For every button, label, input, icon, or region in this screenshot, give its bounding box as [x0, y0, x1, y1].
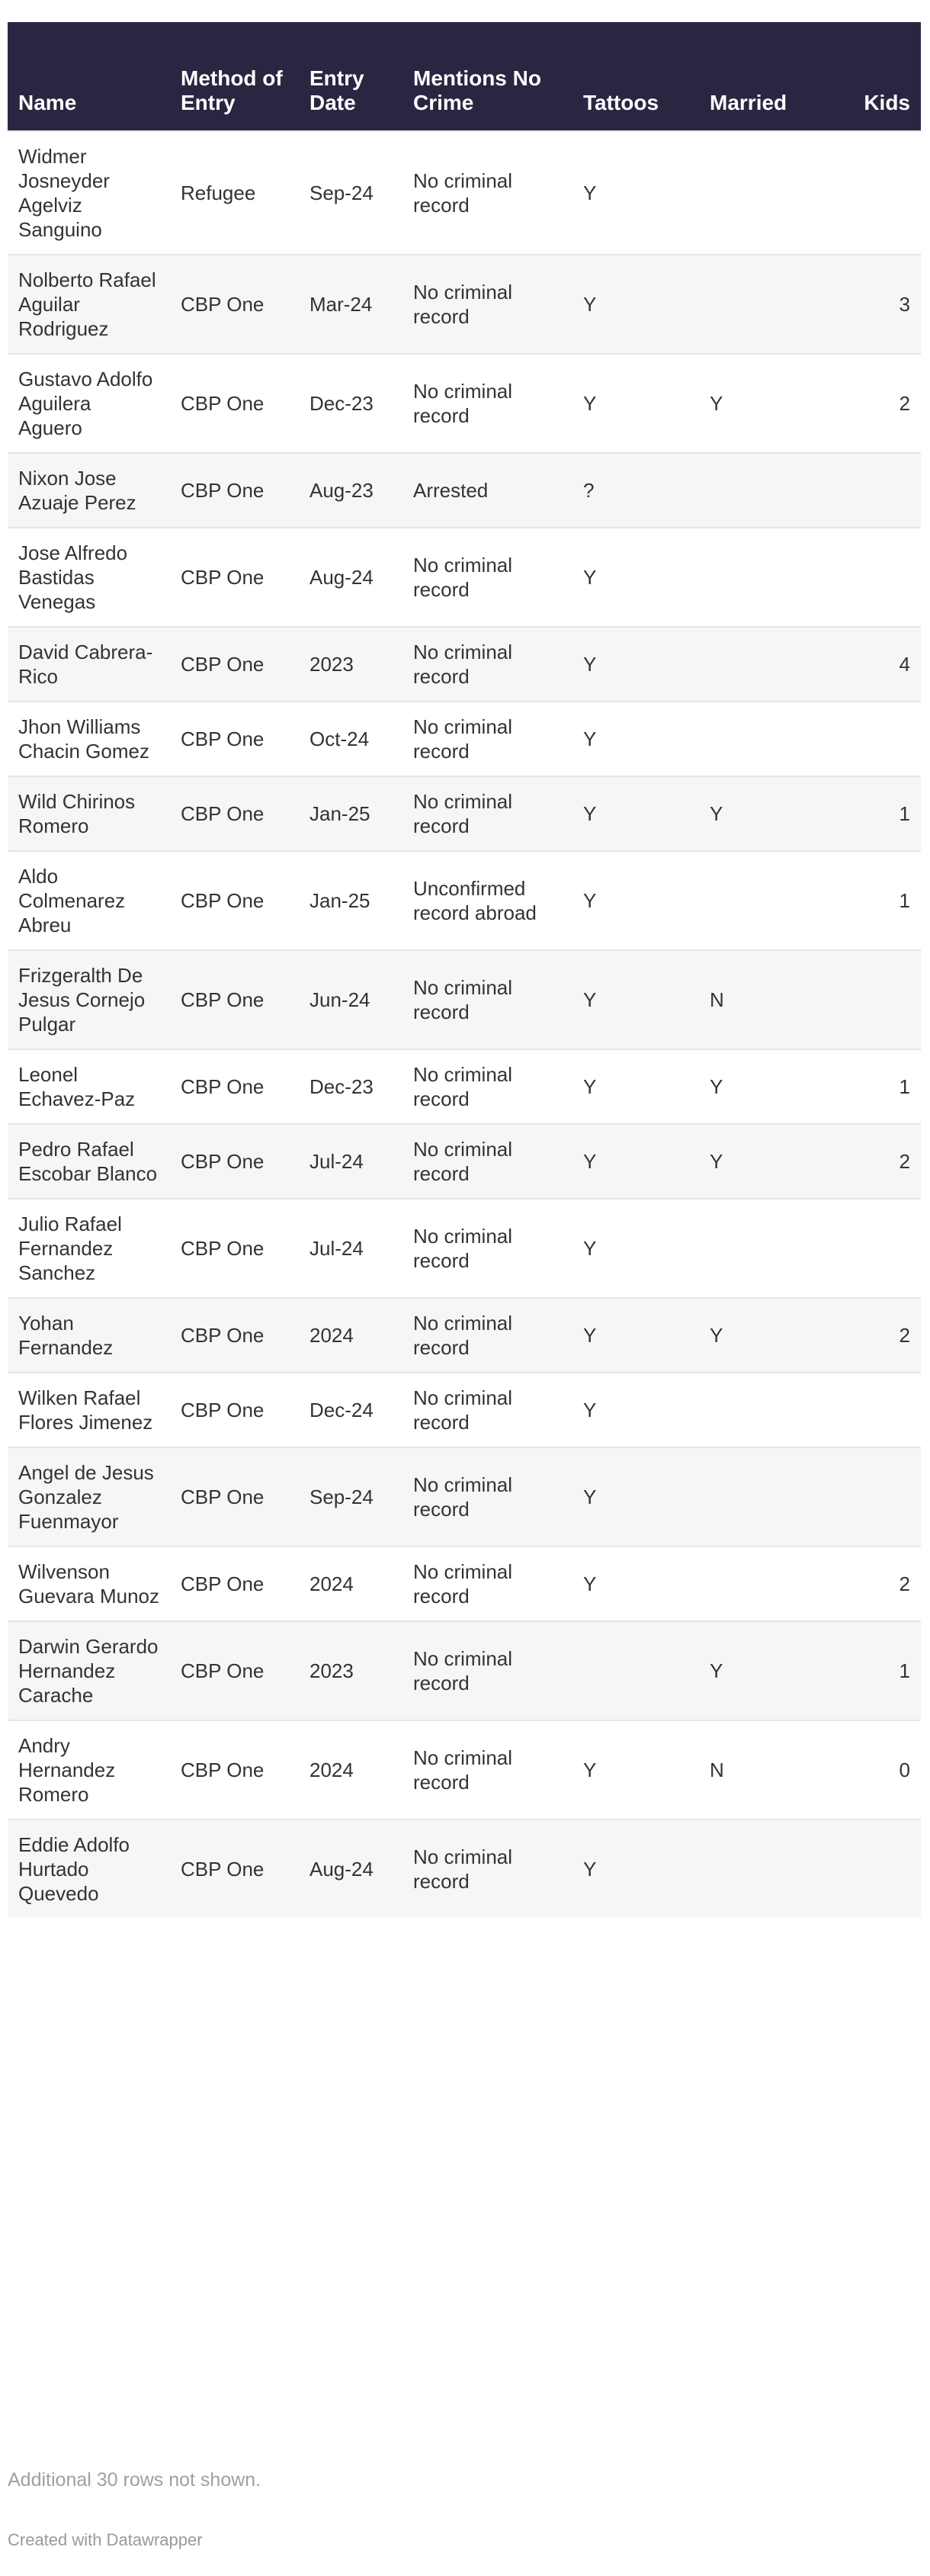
cell-kids: 0 — [833, 1720, 921, 1820]
column-header-mentions-no-crime[interactable]: Mentions No Crime — [402, 22, 572, 131]
cell-kids — [833, 131, 921, 255]
cell-method-of-entry: CBP One — [170, 950, 299, 1049]
cell-kids: 4 — [833, 627, 921, 702]
table-row — [8, 950, 921, 1049]
cell-mentions-no-crime: No criminal record — [402, 528, 572, 627]
cell-kids: 2 — [833, 354, 921, 453]
cell-kids: 1 — [833, 851, 921, 950]
cell-method-of-entry: CBP One — [170, 776, 299, 851]
table-row — [8, 1124, 921, 1199]
table-row — [8, 1373, 921, 1447]
cell-married — [699, 627, 833, 702]
cell-married: N — [699, 1720, 833, 1820]
cell-name: Gustavo Adolfo Aguilera Aguero — [8, 354, 170, 453]
cell-tattoos: Y — [572, 702, 699, 776]
cell-married — [699, 453, 833, 528]
cell-tattoos: Y — [572, 776, 699, 851]
cell-entry-date: Jul-24 — [299, 1124, 402, 1199]
cell-method-of-entry: CBP One — [170, 702, 299, 776]
table-row — [8, 776, 921, 851]
cell-mentions-no-crime: No criminal record — [402, 1298, 572, 1373]
cell-kids — [833, 1447, 921, 1547]
cell-married: Y — [699, 1621, 833, 1720]
cell-tattoos: Y — [572, 1049, 699, 1124]
table-row — [8, 255, 921, 354]
cell-entry-date: Aug-24 — [299, 1820, 402, 1918]
cell-kids — [833, 1199, 921, 1298]
cell-mentions-no-crime: No criminal record — [402, 950, 572, 1049]
cell-entry-date: Dec-23 — [299, 1049, 402, 1124]
cell-married: N — [699, 950, 833, 1049]
cell-method-of-entry: CBP One — [170, 528, 299, 627]
table-header — [8, 22, 921, 131]
cell-mentions-no-crime: No criminal record — [402, 1621, 572, 1720]
cell-method-of-entry: CBP One — [170, 1049, 299, 1124]
cell-kids: 2 — [833, 1547, 921, 1621]
cell-married — [699, 1820, 833, 1918]
data-table — [8, 22, 921, 1918]
cell-tattoos: Y — [572, 1373, 699, 1447]
cell-mentions-no-crime: No criminal record — [402, 776, 572, 851]
cell-name: Widmer Josneyder Agelviz Sanguino — [8, 131, 170, 255]
cell-mentions-no-crime: No criminal record — [402, 354, 572, 453]
cell-method-of-entry: CBP One — [170, 453, 299, 528]
cell-tattoos: Y — [572, 1298, 699, 1373]
cell-name: Pedro Rafael Escobar Blanco — [8, 1124, 170, 1199]
cell-method-of-entry: CBP One — [170, 851, 299, 950]
cell-mentions-no-crime: No criminal record — [402, 1373, 572, 1447]
table-row — [8, 702, 921, 776]
cell-entry-date: Sep-24 — [299, 1447, 402, 1547]
cell-mentions-no-crime: No criminal record — [402, 1447, 572, 1547]
cell-method-of-entry: CBP One — [170, 1820, 299, 1918]
table-row — [8, 1820, 921, 1918]
cell-kids: 1 — [833, 776, 921, 851]
cell-married — [699, 1547, 833, 1621]
cell-married — [699, 528, 833, 627]
cell-name: Frizgeralth De Jesus Cornejo Pulgar — [8, 950, 170, 1049]
column-header-method-of-entry[interactable]: Method of Entry — [170, 22, 299, 131]
cell-name: Jose Alfredo Bastidas Venegas — [8, 528, 170, 627]
cell-married — [699, 1447, 833, 1547]
cell-married — [699, 1373, 833, 1447]
cell-tattoos: Y — [572, 851, 699, 950]
column-header-entry-date[interactable]: Entry Date — [299, 22, 402, 131]
cell-name: Darwin Gerardo Hernandez Carache — [8, 1621, 170, 1720]
cell-method-of-entry: CBP One — [170, 354, 299, 453]
cell-entry-date: Aug-24 — [299, 528, 402, 627]
cell-entry-date: Sep-24 — [299, 131, 402, 255]
table-row — [8, 453, 921, 528]
table-row — [8, 1298, 921, 1373]
cell-name: Julio Rafael Fernandez Sanchez — [8, 1199, 170, 1298]
cell-kids — [833, 528, 921, 627]
cell-kids — [833, 702, 921, 776]
cell-method-of-entry: CBP One — [170, 1373, 299, 1447]
cell-entry-date: Aug-23 — [299, 453, 402, 528]
table-row — [8, 131, 921, 255]
cell-name: Eddie Adolfo Hurtado Quevedo — [8, 1820, 170, 1918]
cell-mentions-no-crime: No criminal record — [402, 1124, 572, 1199]
cell-mentions-no-crime: No criminal record — [402, 255, 572, 354]
cell-tattoos: Y — [572, 950, 699, 1049]
cell-married: Y — [699, 354, 833, 453]
column-header-married[interactable]: Married — [699, 22, 833, 131]
cell-mentions-no-crime: No criminal record — [402, 1199, 572, 1298]
cell-name: Angel de Jesus Gonzalez Fuenmayor — [8, 1447, 170, 1547]
cell-tattoos: ? — [572, 453, 699, 528]
cell-entry-date: 2024 — [299, 1720, 402, 1820]
table-row — [8, 851, 921, 950]
cell-married — [699, 255, 833, 354]
cell-tattoos: Y — [572, 1720, 699, 1820]
cell-entry-date: Dec-24 — [299, 1373, 402, 1447]
cell-kids — [833, 950, 921, 1049]
cell-married: Y — [699, 776, 833, 851]
cell-method-of-entry: CBP One — [170, 1720, 299, 1820]
datawrapper-credit: Created with Datawrapper — [8, 2530, 203, 2549]
cell-kids: 2 — [833, 1298, 921, 1373]
cell-married: Y — [699, 1124, 833, 1199]
cell-method-of-entry: Refugee — [170, 131, 299, 255]
table-row — [8, 1547, 921, 1621]
cell-name: Jhon Williams Chacin Gomez — [8, 702, 170, 776]
cell-kids: 1 — [833, 1049, 921, 1124]
cell-tattoos: Y — [572, 1547, 699, 1621]
cell-method-of-entry: CBP One — [170, 1124, 299, 1199]
cell-kids: 3 — [833, 255, 921, 354]
cell-method-of-entry: CBP One — [170, 1547, 299, 1621]
cell-tattoos: Y — [572, 528, 699, 627]
cell-name: Aldo Colmenarez Abreu — [8, 851, 170, 950]
cell-method-of-entry: CBP One — [170, 1199, 299, 1298]
cell-entry-date: Jul-24 — [299, 1199, 402, 1298]
cell-method-of-entry: CBP One — [170, 255, 299, 354]
cell-kids — [833, 1820, 921, 1918]
table-row — [8, 627, 921, 702]
cell-name: Andry Hernandez Romero — [8, 1720, 170, 1820]
cell-entry-date: Jun-24 — [299, 950, 402, 1049]
cell-married — [699, 1199, 833, 1298]
cell-entry-date: 2024 — [299, 1298, 402, 1373]
table-row — [8, 528, 921, 627]
data-table-container — [8, 22, 921, 1918]
cell-name: Wild Chirinos Romero — [8, 776, 170, 851]
cell-tattoos: Y — [572, 1124, 699, 1199]
table-row — [8, 1049, 921, 1124]
cell-entry-date: Jan-25 — [299, 776, 402, 851]
column-header-name[interactable]: Name — [8, 22, 170, 131]
cell-entry-date: Oct-24 — [299, 702, 402, 776]
cell-kids — [833, 453, 921, 528]
cell-entry-date: Jan-25 — [299, 851, 402, 950]
table-row — [8, 1720, 921, 1820]
cell-kids — [833, 1373, 921, 1447]
cell-mentions-no-crime: Unconfirmed record abroad — [402, 851, 572, 950]
cell-tattoos — [572, 1621, 699, 1720]
table-row — [8, 1447, 921, 1547]
cell-method-of-entry: CBP One — [170, 627, 299, 702]
table-row — [8, 1199, 921, 1298]
cell-married — [699, 851, 833, 950]
cell-entry-date: 2024 — [299, 1547, 402, 1621]
cell-married: Y — [699, 1298, 833, 1373]
cell-name: Nixon Jose Azuaje Perez — [8, 453, 170, 528]
cell-entry-date: Mar-24 — [299, 255, 402, 354]
cell-name: Leonel Echavez-Paz — [8, 1049, 170, 1124]
table-row — [8, 1621, 921, 1720]
table-row — [8, 354, 921, 453]
cell-married — [699, 131, 833, 255]
cell-tattoos: Y — [572, 1199, 699, 1298]
cell-kids: 1 — [833, 1621, 921, 1720]
column-header-kids[interactable]: Kids — [833, 22, 921, 131]
cell-mentions-no-crime: No criminal record — [402, 1049, 572, 1124]
cell-mentions-no-crime: No criminal record — [402, 627, 572, 702]
cell-name: Nolberto Rafael Aguilar Rodriguez — [8, 255, 170, 354]
cell-mentions-no-crime: No criminal record — [402, 702, 572, 776]
cell-mentions-no-crime: No criminal record — [402, 1547, 572, 1621]
cell-married — [699, 702, 833, 776]
cell-tattoos: Y — [572, 1447, 699, 1547]
header-row — [8, 22, 921, 131]
cell-kids: 2 — [833, 1124, 921, 1199]
cell-name: Wilvenson Guevara Munoz — [8, 1547, 170, 1621]
cell-mentions-no-crime: Arrested — [402, 453, 572, 528]
column-header-tattoos[interactable]: Tattoos — [572, 22, 699, 131]
cell-entry-date: Dec-23 — [299, 354, 402, 453]
table-body — [8, 131, 921, 1918]
cell-name: Yohan Fernandez — [8, 1298, 170, 1373]
cell-entry-date: 2023 — [299, 1621, 402, 1720]
cell-tattoos: Y — [572, 354, 699, 453]
cell-name: David Cabrera-Rico — [8, 627, 170, 702]
cell-married: Y — [699, 1049, 833, 1124]
cell-mentions-no-crime: No criminal record — [402, 131, 572, 255]
cell-name: Wilken Rafael Flores Jimenez — [8, 1373, 170, 1447]
cell-mentions-no-crime: No criminal record — [402, 1820, 572, 1918]
rows-not-shown-note: Additional 30 rows not shown. — [8, 2469, 261, 2491]
cell-mentions-no-crime: No criminal record — [402, 1720, 572, 1820]
cell-tattoos: Y — [572, 131, 699, 255]
cell-method-of-entry: CBP One — [170, 1621, 299, 1720]
cell-tattoos: Y — [572, 627, 699, 702]
cell-tattoos: Y — [572, 255, 699, 354]
cell-method-of-entry: CBP One — [170, 1298, 299, 1373]
cell-method-of-entry: CBP One — [170, 1447, 299, 1547]
cell-tattoos: Y — [572, 1820, 699, 1918]
cell-entry-date: 2023 — [299, 627, 402, 702]
